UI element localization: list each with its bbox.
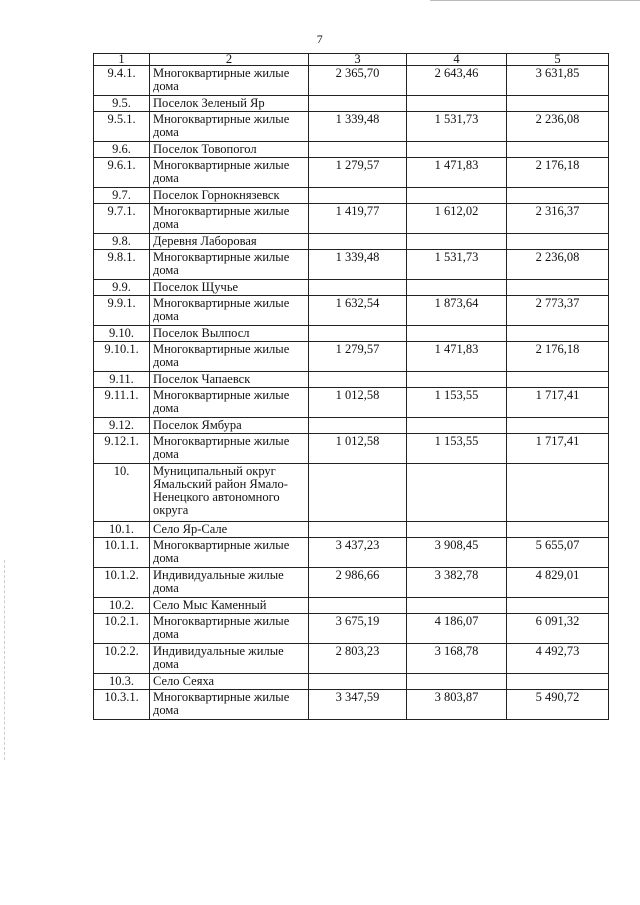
row-name-cell: Поселок Зеленый Яр [150,96,309,112]
row-name-cell: Многоквартирные жилые дома [150,112,309,142]
table-row [94,538,609,568]
table-row [94,614,609,644]
value-col-3-cell [309,464,407,522]
table-row [94,388,609,418]
row-name-cell: Поселок Товопогол [150,142,309,158]
table-row [94,112,609,142]
value-col-4-cell [407,418,507,434]
scan-edge-line [430,0,640,1]
value-col-3-cell [309,142,407,158]
value-col-5-cell [507,326,609,342]
value-col-5-cell [507,280,609,296]
table-row [94,674,609,690]
value-col-4-cell: 1 153,55 [407,434,507,464]
value-col-5-cell: 2 236,08 [507,250,609,280]
row-number-cell: 9.12.1. [94,434,150,464]
value-col-3-cell: 1 632,54 [309,296,407,326]
table-row [94,234,609,250]
row-number-cell: 9.10.1. [94,342,150,372]
value-col-5-cell: 5 490,72 [507,690,609,720]
row-number-cell: 9.10. [94,326,150,342]
scan-margin-mark [4,560,6,760]
value-col-5-cell: 4 492,73 [507,644,609,674]
value-col-3-cell: 1 012,58 [309,434,407,464]
table-row [94,690,609,720]
header-cell-2: 2 [150,54,309,66]
value-col-3-cell: 2 986,66 [309,568,407,598]
value-col-4-cell [407,522,507,538]
value-col-5-cell: 5 655,07 [507,538,609,568]
value-col-5-cell: 2 316,37 [507,204,609,234]
value-col-3-cell: 2 803,23 [309,644,407,674]
value-col-3-cell: 1 339,48 [309,250,407,280]
table-row [94,464,609,522]
row-name-cell: Многоквартирные жилые дома [150,158,309,188]
row-name-cell: Поселок Щучье [150,280,309,296]
row-name-cell: Многоквартирные жилые дома [150,538,309,568]
row-number-cell: 9.5. [94,96,150,112]
value-col-4-cell: 2 643,46 [407,66,507,96]
row-name-cell: Индивидуальные жилые дома [150,568,309,598]
table-row [94,418,609,434]
value-col-3-cell: 1 339,48 [309,112,407,142]
value-col-5-cell [507,418,609,434]
table-row [94,204,609,234]
value-col-5-cell: 2 236,08 [507,112,609,142]
value-col-3-cell [309,326,407,342]
row-number-cell: 9.4.1. [94,66,150,96]
value-col-5-cell: 6 091,32 [507,614,609,644]
value-col-3-cell: 3 437,23 [309,538,407,568]
value-col-5-cell [507,522,609,538]
value-col-5-cell [507,372,609,388]
value-col-4-cell: 1 531,73 [407,112,507,142]
value-col-5-cell: 4 829,01 [507,568,609,598]
row-number-cell: 9.11.1. [94,388,150,418]
table-row [94,142,609,158]
table-row [94,326,609,342]
value-col-5-cell [507,188,609,204]
value-col-4-cell [407,674,507,690]
row-name-cell: Село Сеяха [150,674,309,690]
table-row [94,372,609,388]
value-col-3-cell [309,234,407,250]
value-col-3-cell: 2 365,70 [309,66,407,96]
header-cell-1: 1 [94,54,150,66]
row-number-cell: 10. [94,464,150,522]
row-name-cell: Деревня Лаборовая [150,234,309,250]
value-col-5-cell: 2 176,18 [507,158,609,188]
value-col-4-cell: 3 168,78 [407,644,507,674]
row-number-cell: 10.1.1. [94,538,150,568]
row-number-cell: 10.3.1. [94,690,150,720]
value-col-5-cell [507,234,609,250]
table-row [94,568,609,598]
row-name-cell: Многоквартирные жилые дома [150,434,309,464]
row-name-cell: Поселок Горнокнязевск [150,188,309,204]
value-col-5-cell [507,142,609,158]
value-col-4-cell: 4 186,07 [407,614,507,644]
table-row [94,66,609,96]
row-number-cell: 10.2. [94,598,150,614]
value-col-3-cell: 1 419,77 [309,204,407,234]
row-number-cell: 9.12. [94,418,150,434]
row-number-cell: 10.2.1. [94,614,150,644]
header-cell-3: 3 [309,54,407,66]
row-name-cell: Многоквартирные жилые дома [150,204,309,234]
value-col-4-cell: 1 531,73 [407,250,507,280]
value-col-4-cell [407,280,507,296]
value-col-4-cell [407,96,507,112]
value-col-5-cell [507,674,609,690]
value-col-4-cell: 1 471,83 [407,158,507,188]
table-row [94,280,609,296]
table-row [94,96,609,112]
row-name-cell: Многоквартирные жилые дома [150,388,309,418]
table-row [94,598,609,614]
row-number-cell: 10.1. [94,522,150,538]
value-col-5-cell: 2 176,18 [507,342,609,372]
value-col-3-cell [309,598,407,614]
row-number-cell: 9.6. [94,142,150,158]
value-col-3-cell: 3 675,19 [309,614,407,644]
value-col-5-cell: 1 717,41 [507,388,609,418]
row-name-cell: Поселок Ямбура [150,418,309,434]
value-col-4-cell: 3 908,45 [407,538,507,568]
row-number-cell: 9.5.1. [94,112,150,142]
value-col-4-cell: 3 803,87 [407,690,507,720]
value-col-3-cell [309,96,407,112]
row-name-cell: Поселок Вылпосл [150,326,309,342]
row-name-cell: Многоквартирные жилые дома [150,66,309,96]
table-header-row [94,54,609,66]
table-row [94,250,609,280]
value-col-5-cell: 3 631,85 [507,66,609,96]
table-row [94,158,609,188]
value-col-3-cell [309,418,407,434]
row-number-cell: 10.3. [94,674,150,690]
value-col-5-cell [507,96,609,112]
value-col-4-cell [407,234,507,250]
value-col-4-cell [407,142,507,158]
value-col-4-cell [407,598,507,614]
table-row [94,644,609,674]
value-col-3-cell [309,280,407,296]
table-row [94,434,609,464]
value-col-3-cell: 1 279,57 [309,342,407,372]
row-number-cell: 9.8. [94,234,150,250]
value-col-5-cell: 1 717,41 [507,434,609,464]
row-name-cell: Многоквартирные жилые дома [150,614,309,644]
row-number-cell: 9.9. [94,280,150,296]
row-name-cell: Многоквартирные жилые дома [150,250,309,280]
row-number-cell: 10.1.2. [94,568,150,598]
row-number-cell: 10.2.2. [94,644,150,674]
tariff-table [93,53,609,720]
value-col-5-cell [507,598,609,614]
row-name-cell: Поселок Чапаевск [150,372,309,388]
value-col-3-cell: 1 012,58 [309,388,407,418]
value-col-3-cell: 3 347,59 [309,690,407,720]
header-cell-5: 5 [507,54,609,66]
value-col-4-cell: 1 612,02 [407,204,507,234]
value-col-3-cell [309,674,407,690]
row-number-cell: 9.11. [94,372,150,388]
value-col-4-cell [407,326,507,342]
value-col-4-cell: 1 153,55 [407,388,507,418]
value-col-5-cell [507,464,609,522]
row-number-cell: 9.9.1. [94,296,150,326]
table-row [94,342,609,372]
row-name-cell: Муниципальный округ Ямальский район Ямало-Ненецкого автономного округа [150,464,309,522]
value-col-4-cell [407,188,507,204]
row-number-cell: 9.7.1. [94,204,150,234]
header-cell-4: 4 [407,54,507,66]
row-name-cell: Многоквартирные жилые дома [150,296,309,326]
value-col-4-cell [407,372,507,388]
value-col-4-cell: 1 873,64 [407,296,507,326]
page-number: 7 [316,32,324,46]
row-name-cell: Село Мыс Каменный [150,598,309,614]
value-col-3-cell [309,372,407,388]
table-row [94,188,609,204]
value-col-4-cell: 3 382,78 [407,568,507,598]
table-row [94,522,609,538]
value-col-5-cell: 2 773,37 [507,296,609,326]
row-number-cell: 9.6.1. [94,158,150,188]
row-number-cell: 9.7. [94,188,150,204]
row-name-cell: Село Яр-Сале [150,522,309,538]
table-row [94,296,609,326]
value-col-4-cell [407,464,507,522]
row-name-cell: Многоквартирные жилые дома [150,342,309,372]
value-col-3-cell: 1 279,57 [309,158,407,188]
row-name-cell: Многоквартирные жилые дома [150,690,309,720]
value-col-3-cell [309,522,407,538]
value-col-4-cell: 1 471,83 [407,342,507,372]
value-col-3-cell [309,188,407,204]
row-name-cell: Индивидуальные жилые дома [150,644,309,674]
row-number-cell: 9.8.1. [94,250,150,280]
